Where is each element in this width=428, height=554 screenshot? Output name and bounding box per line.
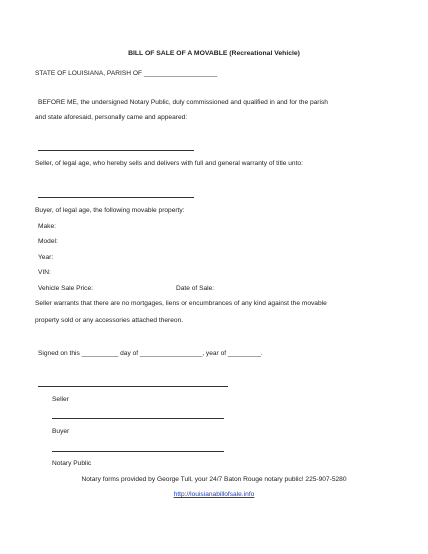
state-parish-line: [35, 70, 217, 77]
appearer-signature-line: [38, 150, 194, 151]
make-label: Make:: [38, 223, 56, 230]
footer-link[interactable]: http://louisianabillofsale.info: [173, 491, 255, 498]
seller-signature-label: Seller: [52, 396, 69, 403]
warranty-line-1: Seller warrants that there are no mortgages, liens or encumbrances of any kind against the movable: [35, 300, 327, 307]
date-of-sale-label: Date of Sale:: [176, 285, 215, 292]
buyer-name-line: [38, 197, 194, 198]
year-label: Year:: [38, 254, 54, 261]
sale-price-label: Vehicle Sale Price:: [38, 285, 93, 292]
signed-on-line: Signed on this __________ day of _________________, year of _________.: [38, 350, 263, 357]
seller-signature-line: [38, 386, 228, 387]
seller-description: Seller, of legal age, who hereby sells and delivers with full and general warranty of title unto:: [35, 160, 303, 167]
notary-signature-line: [52, 451, 224, 452]
document-title: BILL OF SALE OF A MOVABLE (Recreational Vehicle): [128, 50, 300, 57]
buyer-description: Buyer, of legal age, the following movable property:: [35, 207, 185, 214]
buyer-signature-line: [52, 418, 224, 419]
buyer-signature-label: Buyer: [52, 428, 70, 435]
footer-credit: Notary forms provided by George Tull, your 24/7 Baton Rouge notary public! 225-907-5280: [81, 476, 347, 483]
state-parish-label: STATE OF LOUISIANA, PARISH OF: [35, 70, 142, 77]
parish-blank: ____________________: [143, 70, 218, 77]
warranty-line-2: property sold or any accessories attached thereon.: [35, 317, 184, 324]
intro-line-2: and state aforesaid, personally came and appeared:: [35, 114, 188, 121]
vin-label: VIN:: [38, 269, 51, 276]
model-label: Model:: [38, 238, 58, 245]
intro-line-1: BEFORE ME, the undersigned Notary Public, duly commissioned and qualified in and for the parish: [38, 99, 328, 106]
footer-link-row: [0, 491, 428, 498]
notary-signature-label: Notary Public: [52, 460, 92, 467]
